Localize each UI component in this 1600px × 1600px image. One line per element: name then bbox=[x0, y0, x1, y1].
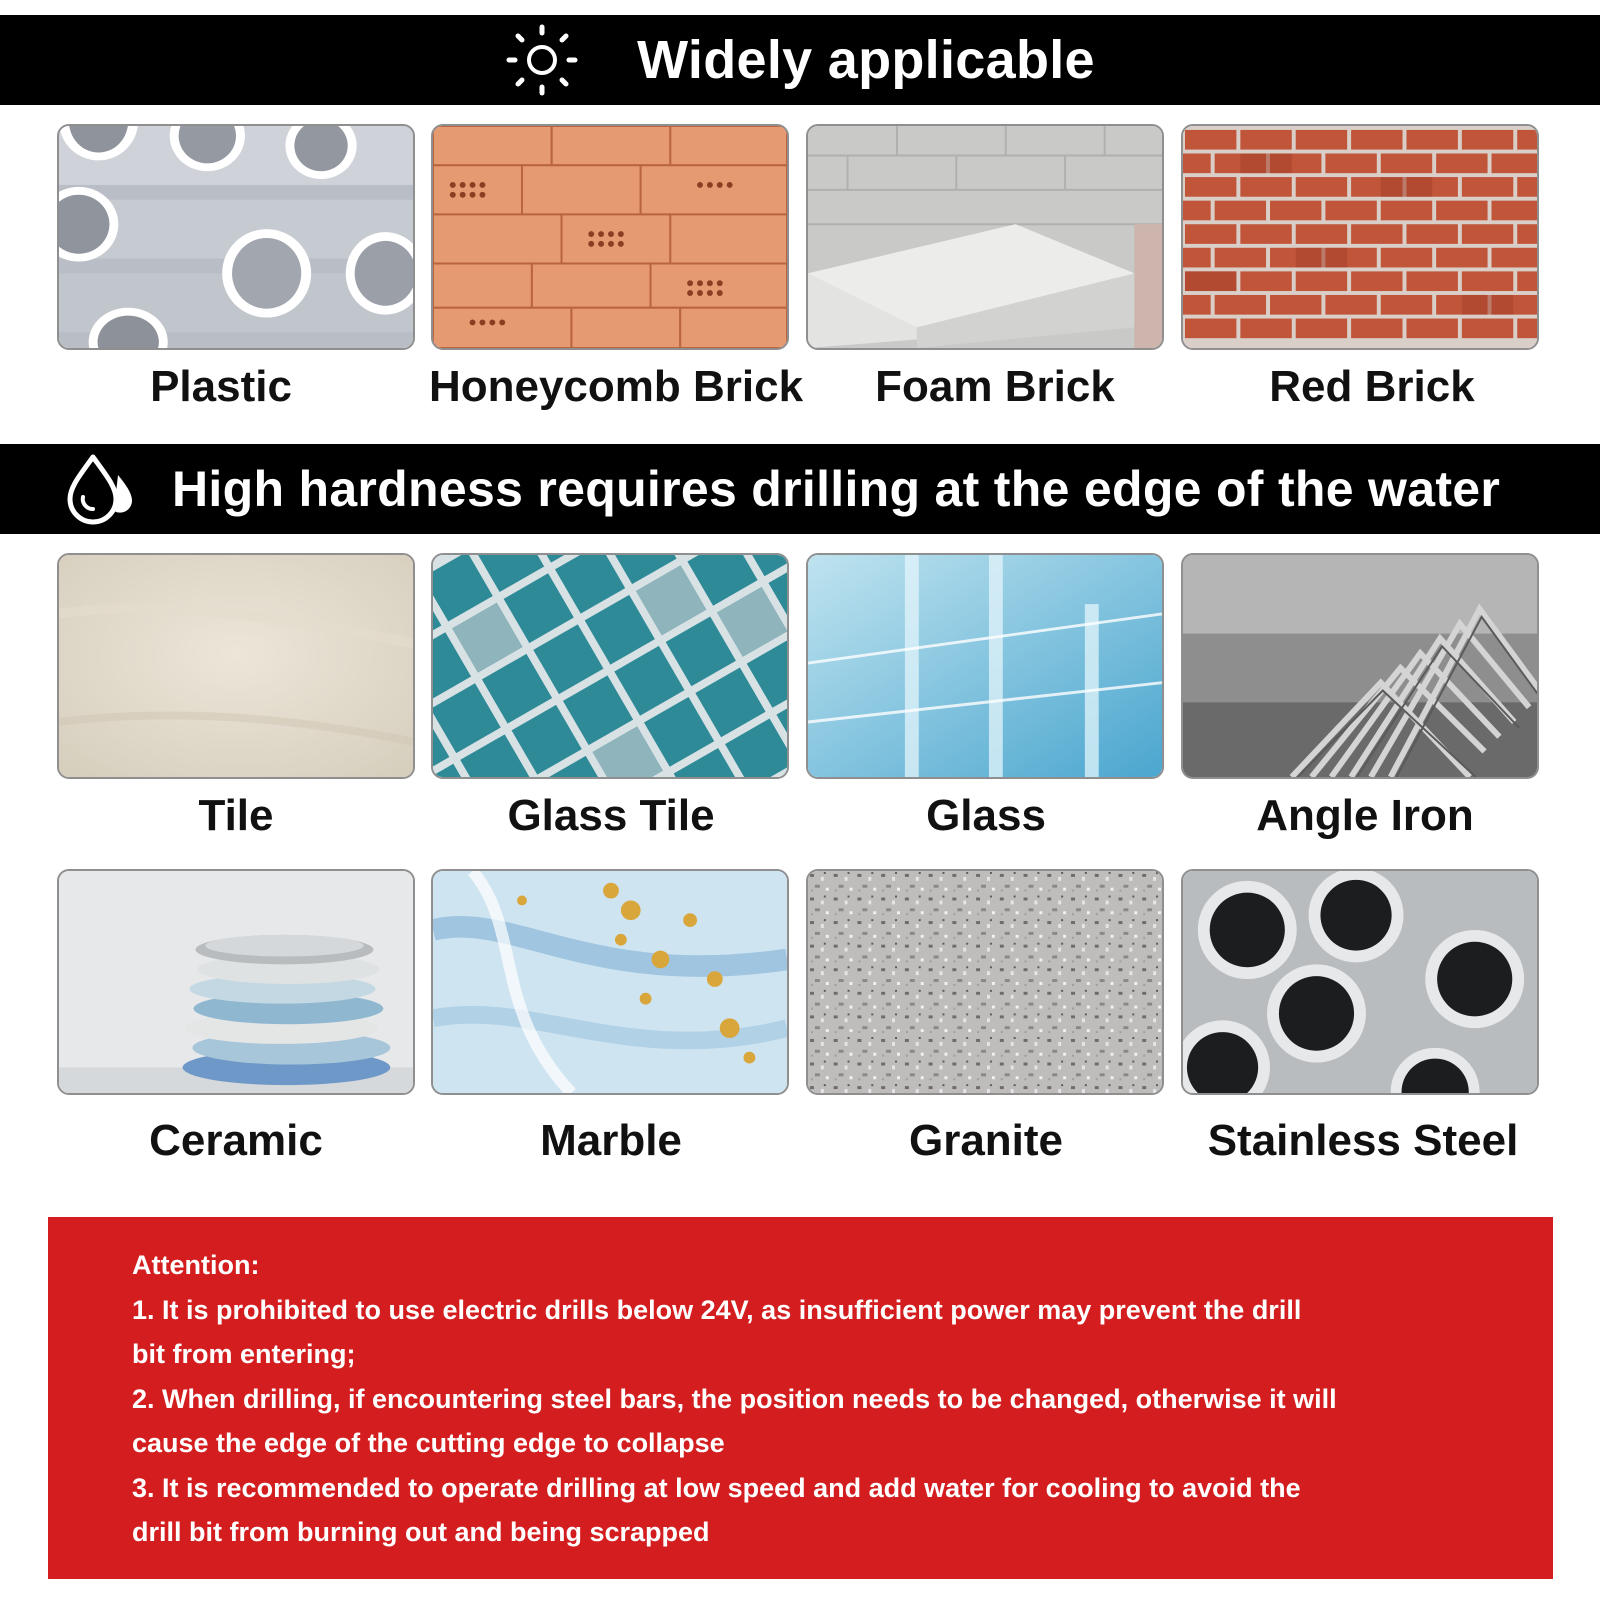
material-label-granite: Granite bbox=[908, 1116, 1064, 1165]
red-brick-wall-image bbox=[1181, 124, 1539, 350]
steel-pipes-image bbox=[1181, 869, 1539, 1095]
honeycomb-brick-image bbox=[431, 124, 789, 350]
attention-line: cause the edge of the cutting edge to collapse bbox=[132, 1428, 725, 1458]
material-label-glass: Glass bbox=[926, 791, 1046, 840]
attention-line: drill bit from burning out and being scrapped bbox=[132, 1517, 710, 1547]
attention-line: 2. When drilling, if encountering steel bars, the position needs to be changed, otherwise it will bbox=[132, 1383, 1337, 1414]
attention-line: 3. It is recommended to operate drilling at low speed and add water for cooling to avoid the bbox=[132, 1472, 1301, 1503]
water-drops-icon bbox=[66, 453, 136, 525]
attention-line: bit from entering; bbox=[132, 1339, 356, 1369]
sun-icon bbox=[505, 23, 579, 97]
section-title: High hardness requires drilling at the edge of the water bbox=[172, 461, 1501, 517]
material-label-honeycomb-brick: Honeycomb Brick bbox=[428, 362, 804, 411]
section-title: Widely applicable bbox=[637, 30, 1095, 90]
attention-heading: Attention: bbox=[132, 1250, 260, 1280]
material-label-plastic: Plastic bbox=[150, 362, 292, 411]
glass-mosaic-tile-image bbox=[431, 553, 789, 779]
attention-line: 1. It is prohibited to use electric drills below 24V, as insufficient power may prevent the drill bbox=[132, 1294, 1302, 1325]
material-label-red-brick: Red Brick bbox=[1269, 362, 1475, 411]
material-label-tile: Tile bbox=[198, 791, 274, 840]
material-label-foam-brick: Foam Brick bbox=[875, 362, 1115, 411]
section-banner-widely-applicable bbox=[0, 15, 1600, 105]
granite-image bbox=[806, 869, 1164, 1095]
attention-notice bbox=[48, 1217, 1553, 1579]
material-label-ceramic: Ceramic bbox=[149, 1116, 323, 1165]
section-banner-high-hardness bbox=[0, 444, 1600, 534]
material-label-angle-iron: Angle Iron bbox=[1256, 791, 1474, 840]
marble-image bbox=[431, 869, 789, 1095]
pvc-pipes-image bbox=[57, 124, 415, 350]
beige-tile-image bbox=[57, 553, 415, 779]
foam-brick-image bbox=[806, 124, 1164, 350]
material-label-glass-tile: Glass Tile bbox=[507, 791, 715, 840]
material-label-marble: Marble bbox=[540, 1116, 682, 1165]
angle-iron-image bbox=[1181, 553, 1539, 779]
ceramic-bowls-image bbox=[57, 869, 415, 1095]
glass-panes-image bbox=[806, 553, 1164, 779]
material-label-stainless-steel: Stainless Steel bbox=[1207, 1116, 1519, 1165]
